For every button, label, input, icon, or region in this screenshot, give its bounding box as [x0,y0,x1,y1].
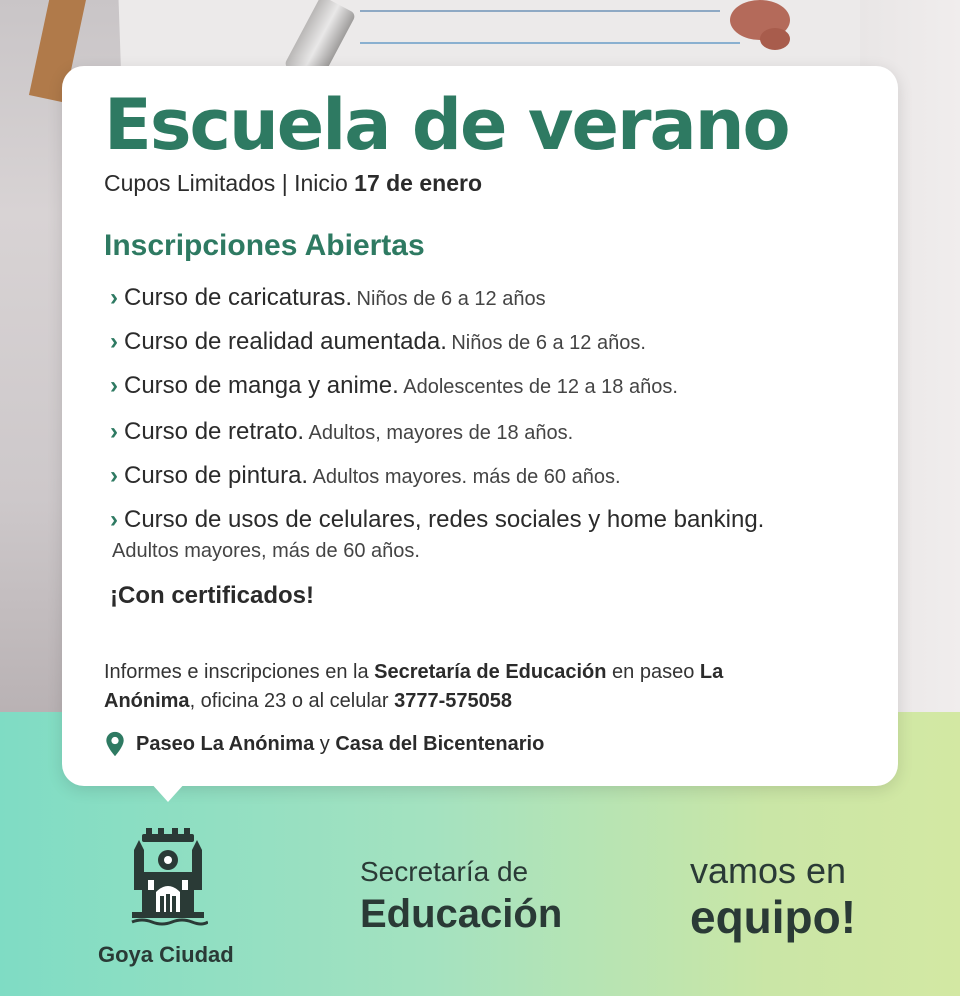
info-office: Secretaría de Educación [374,661,607,683]
course-item [110,462,621,490]
chevron-right-icon: › [110,284,118,311]
logo-label: Goya Ciudad [98,942,234,967]
background-line [360,10,720,12]
course-name: Curso de usos de celulares, redes sociales y home banking. [124,506,765,533]
chevron-right-icon: › [110,372,118,399]
course-item [110,328,646,356]
info-text: en paseo [606,661,700,683]
course-name: Curso de retrato. [124,418,305,445]
course-description: Niños de 6 a 12 años [356,288,546,310]
page-title: Escuela de verano [104,84,789,166]
course-name: Curso de manga y anime. [124,372,399,399]
course-description: Adultos mayores, más de 60 años. [112,540,420,562]
course-name: Curso de pintura. [124,462,309,489]
motto-line-2: equipo! [690,891,857,943]
phone-number: 3777-575058 [394,690,513,712]
info-text: Informes e inscripciones en la [104,661,375,683]
course-description: Adolescentes de 12 a 18 años. [403,376,678,398]
course-name: Curso de realidad aumentada. [124,328,447,355]
course-item [110,418,573,446]
goya-coat-of-arms-icon [128,828,208,928]
secretaria-line-1: Secretaría de [360,856,529,887]
course-description: Adultos, mayores de 18 años. [308,422,574,444]
course-name: Curso de caricaturas. [124,284,353,311]
location-place-2: Casa del Bicentenario [335,732,545,755]
location-row [104,731,544,757]
info-mall: La Anónima [104,661,724,712]
course-description: Niños de 6 a 12 años. [451,332,646,354]
start-date: 17 de enero [354,170,482,196]
subtitle-text: Cupos Limitados | Inicio [104,170,355,196]
info-text: , oficina 23 o al celular [189,690,395,712]
background-line [360,42,740,44]
background-paint-blob-small [760,28,790,50]
location-place-1: Paseo La Anónima [136,732,315,755]
chevron-right-icon: › [110,462,118,489]
subtitle [104,170,482,197]
course-item [110,506,764,534]
secretaria-line-2: Educación [360,892,563,936]
section-title: Inscripciones Abiertas [104,229,425,262]
info-card-tail [150,782,186,802]
location-connector: y [314,732,336,755]
course-description: Adultos mayores. más de 60 años. [312,466,621,488]
chevron-right-icon: › [110,328,118,355]
chevron-right-icon: › [110,506,118,533]
motto-line-1: vamos en [690,850,847,891]
location-pin-icon [104,731,126,757]
course-item [110,372,678,400]
course-item [110,284,546,312]
contact-info [104,658,794,716]
certificates-note: ¡Con certificados! [110,582,315,609]
chevron-right-icon: › [110,418,118,445]
